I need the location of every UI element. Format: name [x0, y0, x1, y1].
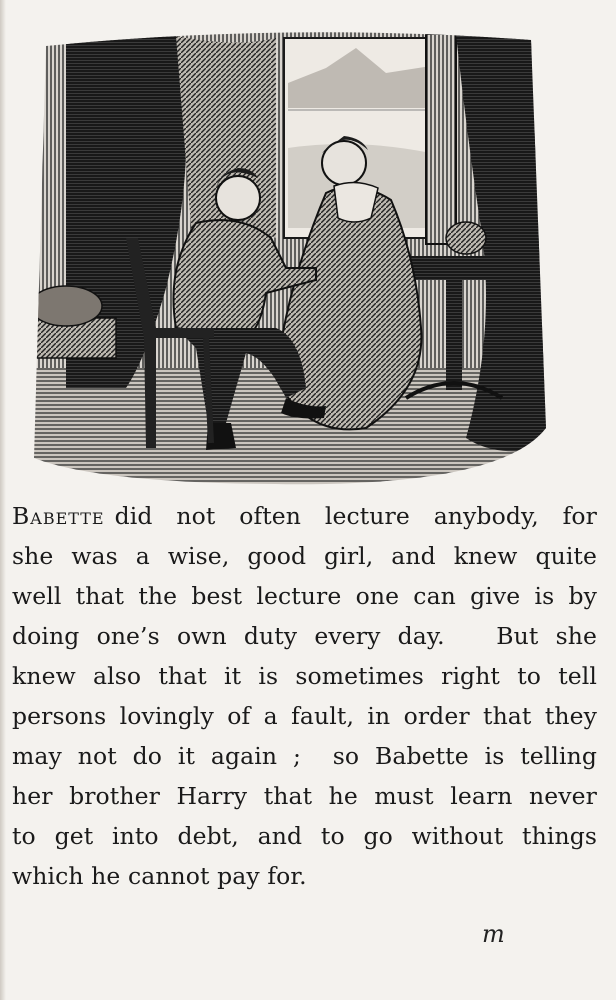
text-line-5: persons lovingly of a fault, in order that they [12, 702, 597, 730]
lead-word: Babette [12, 502, 105, 530]
page-signature-mark: m [482, 920, 505, 948]
text-line [12, 816, 597, 856]
text-line-3: doing one’s own duty every day. But she [12, 622, 597, 650]
text-line [12, 856, 597, 896]
body-text [12, 496, 597, 896]
illustration-engraving [26, 28, 546, 486]
text-line [12, 696, 597, 736]
text-line-9: which he cannot pay for. [12, 862, 307, 890]
text-line [12, 576, 597, 616]
text-line-2: well that the best lecture one can give is by [12, 582, 597, 610]
text-line [12, 496, 597, 536]
text-line-1: she was a wise, good girl, and knew quite [12, 542, 597, 570]
text-line-7: her brother Harry that he must learn never [12, 782, 597, 810]
text-line [12, 536, 597, 576]
text-line-4: knew also that it is sometimes right to tell [12, 662, 597, 690]
text-line-rest [105, 496, 597, 536]
text-line-8: to get into debt, and to go without things [12, 822, 597, 850]
text-line-0: did not often lecture anybody, for [114, 502, 597, 530]
text-line [12, 616, 597, 656]
text-line [12, 656, 597, 696]
text-line-6: may not do it again ; so Babette is telling [12, 742, 597, 770]
text-line [12, 736, 597, 776]
text-line [12, 776, 597, 816]
